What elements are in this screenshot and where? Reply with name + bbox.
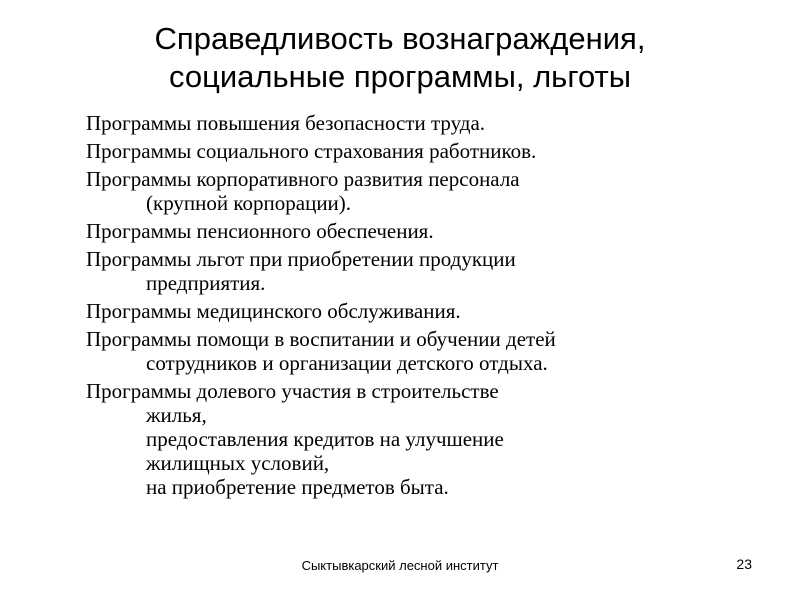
list-item-continuation: (крупной корпорации). [146,191,352,215]
list-item-continuation: предприятия. [146,271,266,295]
page-number: 23 [736,556,752,572]
program-list [86,111,786,503]
list-item-text: Программы повышения безопасности труда. [86,111,486,135]
list-item-text: Программы долевого участия в строительстве [86,379,499,403]
list-item [86,379,786,499]
list-item-continuation: сотрудников и организации детского отдыха. [146,351,548,375]
list-item-continuation: жилья, [146,403,207,427]
list-item-continuation: предоставления кредитов на улучшение [146,427,504,451]
list-item [86,167,786,215]
list-item [86,247,786,295]
slide-title-line-2: социальные программы, льготы [169,59,631,94]
list-item-text: Программы помощи в воспитании и обучении детей [86,327,556,351]
slide-footer: Сыктывкарский лесной институт [301,558,499,573]
list-item-text: Программы корпоративного развития персонала [86,167,520,191]
list-item [86,139,786,163]
list-item [86,111,786,135]
slide-title [0,20,800,96]
list-item-continuation: на приобретение предметов быта. [146,475,449,499]
list-item-continuation: жилищных условий, [146,451,330,475]
slide-title-line-1: Справедливость вознаграждения, [154,21,646,56]
list-item-text: Программы пенсионного обеспечения. [86,219,434,243]
list-item [86,299,786,323]
list-item-text: Программы льгот при приобретении продукции [86,247,516,271]
list-item [86,219,786,243]
list-item-text: Программы медицинского обслуживания. [86,299,461,323]
list-item [86,327,786,375]
list-item-text: Программы социального страхования работников. [86,139,537,163]
